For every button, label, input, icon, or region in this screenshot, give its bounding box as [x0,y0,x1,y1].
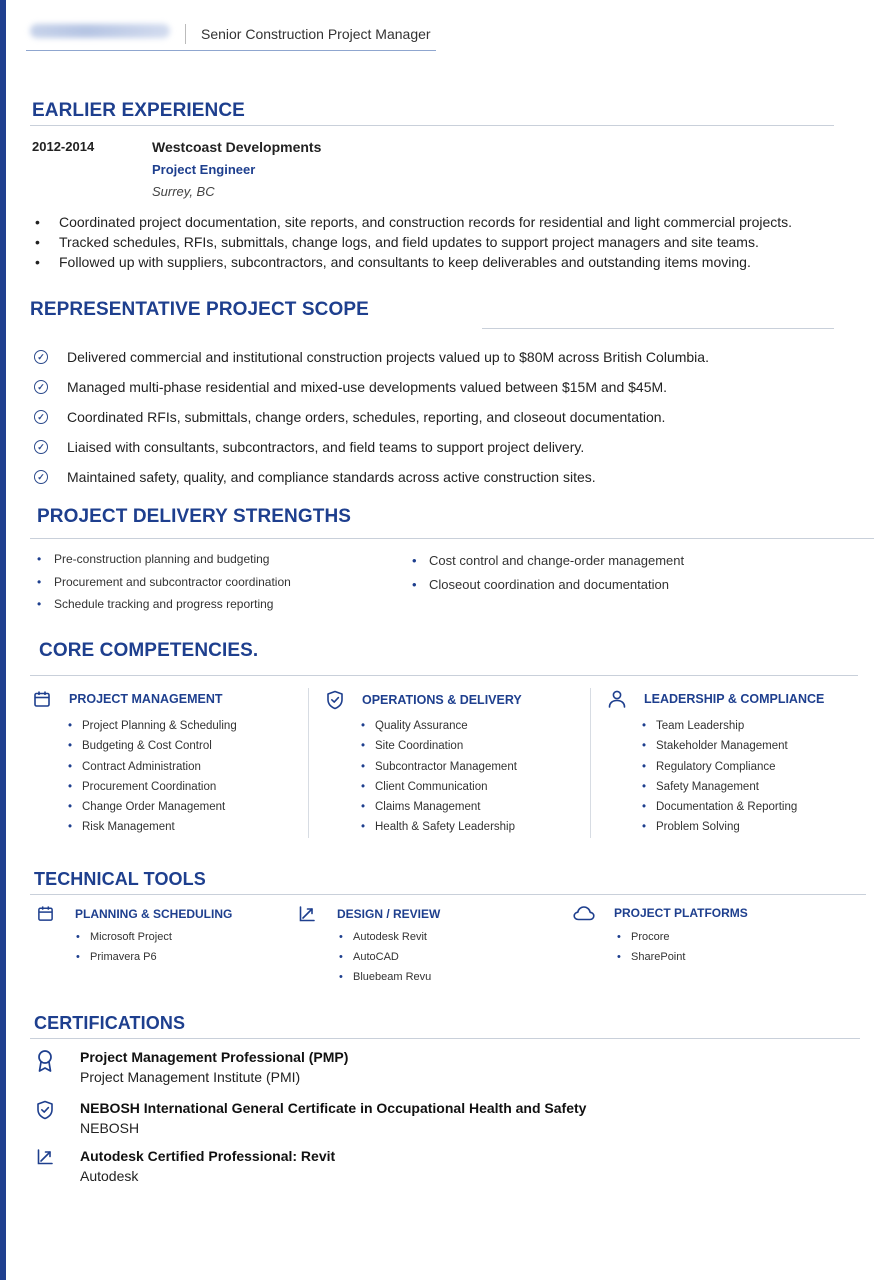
scope-item [34,342,709,372]
competency-list-leadership-compliance [642,716,797,838]
scope-item-text: Maintained safety, quality, and compliance standards across active construction sites. [67,469,596,485]
competency-item: • Budgeting & Cost Control [68,736,237,756]
blurred-name [30,24,170,38]
core-competencies-heading-text: CORE COMPETENCIES [39,640,253,661]
certification-name: NEBOSH International General Certificate in Occupational Health and Safety [80,1100,587,1116]
competency-title: LEADERSHIP & COMPLIANCE [644,692,825,706]
competency-title: PROJECT MANAGEMENT [69,692,223,706]
strength-item: • Pre-construction planning and budgeting [34,550,291,573]
experience-location: Surrey, BC [152,184,215,199]
competency-item: • Client Communication [361,777,517,797]
competency-item: • Problem Solving [642,817,797,837]
tool-list-design-review [339,927,431,987]
scope-list [34,342,709,492]
column-divider [308,688,309,838]
competency-item: • Change Order Management [68,797,237,817]
scope-item-text: Managed multi-phase residential and mixed-use developments valued between $15M and $45M. [67,379,668,395]
strength-item: • Closeout coordination and documentation [409,576,684,600]
scope-item-text: Coordinated RFIs, submittals, change orders, schedules, reporting, and closeout documentation. [67,409,666,425]
tool-item: • Primavera P6 [76,947,172,967]
tool-title: PROJECT PLATFORMS [614,906,748,920]
check-circle-icon: ✓ [34,440,48,454]
scope-item [34,372,709,402]
certification-item [34,1047,348,1087]
person-icon [606,690,628,708]
certification-text [80,1047,348,1087]
scope-item [34,432,709,462]
left-accent-bar [0,0,6,1280]
competency-item: • Contract Administration [68,757,237,777]
tool-title: DESIGN / REVIEW [337,907,441,921]
tool-item: • AutoCAD [339,947,431,967]
experience-bullet: • Tracked schedules, RFIs, submittals, change logs, and field updates to support project managers and site teams. [30,232,792,252]
tool-list-project-platforms [617,927,685,967]
competency-item: • Regulatory Compliance [642,757,797,777]
shield-check-icon [324,690,346,710]
tool-item: • SharePoint [617,947,685,967]
section-title-core-competencies [39,640,258,662]
scope-item-text: Delivered commercial and institutional construction projects valued up to $80M across British Columbia. [67,349,709,365]
strength-item: • Cost control and change-order management [409,552,684,576]
experience-bullet: • Followed up with suppliers, subcontractors, and consultants to keep deliverables and outstanding items moving. [30,252,792,272]
strengths-right-list [409,552,684,600]
calendar-icon [34,905,56,922]
competency-item: • Quality Assurance [361,716,517,736]
competency-item: • Risk Management [68,817,237,837]
section-rule [30,538,874,539]
chart-arrow-icon [34,1146,56,1186]
strength-item: • Schedule tracking and progress reporting [34,595,291,618]
competency-title: OPERATIONS & DELIVERY [362,693,522,707]
competency-item: • Claims Management [361,797,517,817]
section-rule [30,894,866,895]
chart-arrow-icon [296,905,318,923]
tool-item: • Procore [617,927,685,947]
competency-item: • Team Leadership [642,716,797,736]
check-circle-icon: ✓ [34,470,48,484]
experience-bullet: • Coordinated project documentation, site reports, and construction records for residential and light commercial projects. [30,212,792,232]
section-rule [30,1038,860,1039]
strengths-left-list [34,550,291,618]
experience-company: Westcoast Developments [152,139,322,155]
header-underline [26,50,436,51]
competency-item: • Project Planning & Scheduling [68,716,237,736]
cloud-icon [573,905,595,921]
competency-item: • Health & Safety Leadership [361,817,517,837]
check-circle-icon: ✓ [34,410,48,424]
section-title-certifications: CERTIFICATIONS [34,1013,186,1033]
tool-item: • Microsoft Project [76,927,172,947]
certification-org: NEBOSH [80,1120,140,1136]
tool-list-planning-scheduling [76,927,172,967]
tool-item: • Bluebeam Revu [339,967,431,987]
section-rule [30,125,834,126]
scope-item [34,402,709,432]
core-competencies-heading-suffix: . [252,640,259,661]
header-separator [185,24,186,44]
header-title: Senior Construction Project Manager [201,26,431,42]
scope-item [34,462,709,492]
competency-list-operations-delivery [361,716,517,838]
certification-text [80,1146,335,1186]
scope-item-text: Liaised with consultants, subcontractors, and field teams to support project delivery. [67,439,585,455]
competency-header-project-management [31,690,222,708]
certification-name: Autodesk Certified Professional: Revit [80,1148,336,1164]
certification-org: Autodesk [80,1168,139,1184]
certification-org: Project Management Institute (PMI) [80,1069,301,1085]
certification-item [34,1146,335,1186]
tool-header-design-review [296,905,440,923]
certification-item [34,1098,586,1138]
section-title-technical-tools: TECHNICAL TOOLS [34,869,206,889]
strength-item: • Procurement and subcontractor coordination [34,573,291,596]
certification-name: Project Management Professional (PMP) [80,1049,349,1065]
section-title-project-scope: REPRESENTATIVE PROJECT SCOPE [30,299,369,320]
tool-title: PLANNING & SCHEDULING [75,906,233,921]
competency-header-operations-delivery [324,690,522,710]
check-circle-icon: ✓ [34,350,48,364]
competency-header-leadership-compliance [606,690,824,708]
competency-item: • Documentation & Reporting [642,797,797,817]
competency-item: • Site Coordination [361,736,517,756]
section-rule [30,675,858,676]
award-icon [34,1047,56,1087]
competency-item: • Procurement Coordination [68,777,237,797]
tool-item: • Autodesk Revit [339,927,431,947]
section-title-earlier-experience: EARLIER EXPERIENCE [32,100,245,121]
shield-check-icon [34,1098,56,1138]
competency-item: • Subcontractor Management [361,757,517,777]
experience-years: 2012-2014 [32,139,95,154]
certification-text [80,1098,586,1138]
competency-item: • Safety Management [642,777,797,797]
check-circle-icon: ✓ [34,380,48,394]
tool-header-project-platforms [573,905,748,921]
section-rule [482,328,834,329]
experience-role: Project Engineer [152,162,256,177]
section-title-delivery-strengths: PROJECT DELIVERY STRENGTHS [37,506,352,527]
competency-item: • Stakeholder Management [642,736,797,756]
column-divider [590,688,591,838]
competency-list-project-management [68,716,237,838]
tool-header-planning-scheduling [34,905,232,922]
calendar-icon [31,690,53,708]
experience-bullets [30,212,792,272]
